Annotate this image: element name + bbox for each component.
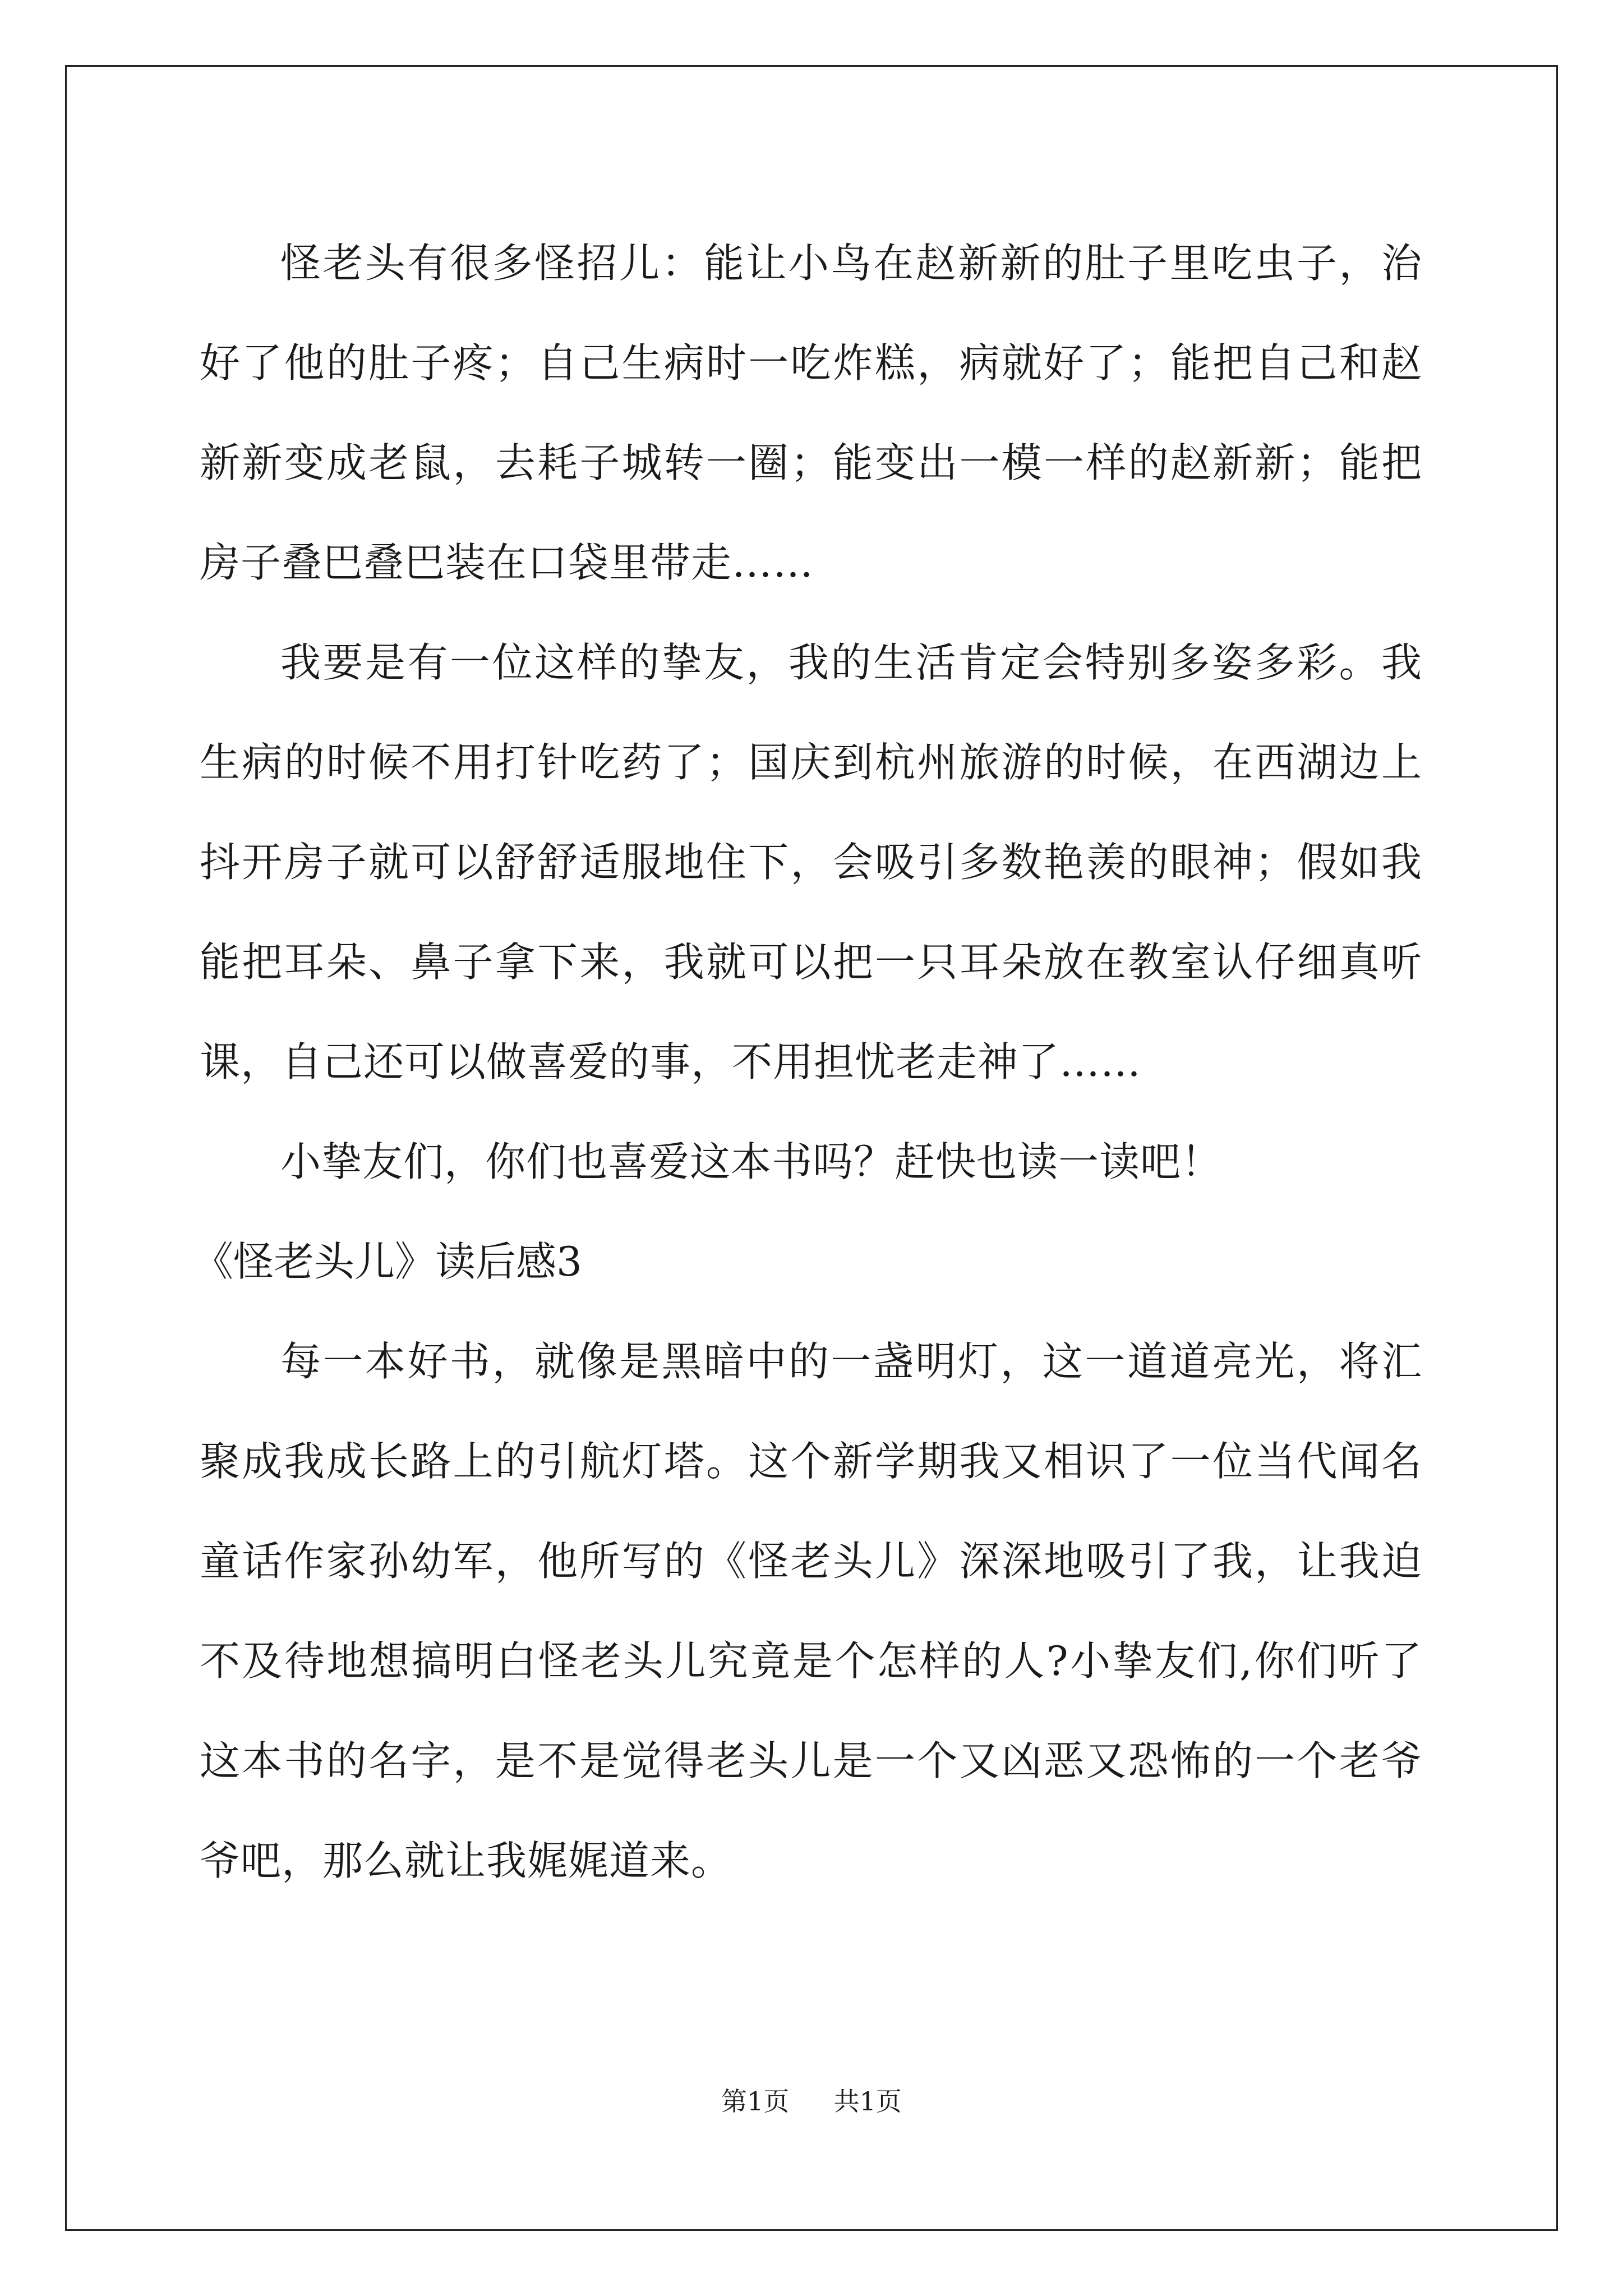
page-footer <box>0 2081 1623 2118</box>
document-body <box>193 213 1422 1911</box>
section-title: 《怪老头儿》读后感3 <box>193 1238 582 1285</box>
page-total: 共1页 <box>833 2086 902 2116</box>
paragraph: 小挚友们，你们也喜爱这本书吗？赶快也读一读吧！ <box>280 1138 1223 1185</box>
paragraph: 怪老头有很多怪招儿：能让小鸟在赵新新的肚子里吃虫子，治好了他的肚子疼；自己生病时一吃炸糕，病就好了；能把自己和赵新新变成老鼠，去耗子城转一圈；能变出一模一样的赵新新；能把房子叠巴叠巴装在口袋里带走…… <box>200 240 1422 586</box>
paragraph: 每一本好书，就像是黑暗中的一盏明灯，这一道道亮光，将汇聚成我成长路上的引航灯塔。这个新学期我又相识了一位当代闻名童话作家孙幼军，他所写的《怪老头儿》深深地吸引了我，让我迫不及待地想搞明白怪老头儿究竟是个怎样的人?小挚友们,你们听了这本书的名字，是不是觉得老头儿是一个又凶恶又恐怖的一个老爷爷吧，那么就让我娓娓道来。 <box>200 1338 1422 1884</box>
paragraph: 我要是有一位这样的挚友，我的生活肯定会特别多姿多彩。我生病的时候不用打针吃药了；国庆到杭州旅游的时候，在西湖边上抖开房子就可以舒舒适服地住下，会吸引多数艳羡的眼神；假如我能把耳朵、鼻子拿下来，我就可以把一只耳朵放在教室认仔细真听课，自己还可以做喜爱的事，不用担忧老走神了…… <box>200 639 1422 1085</box>
page-number: 第1页 <box>721 2086 790 2116</box>
